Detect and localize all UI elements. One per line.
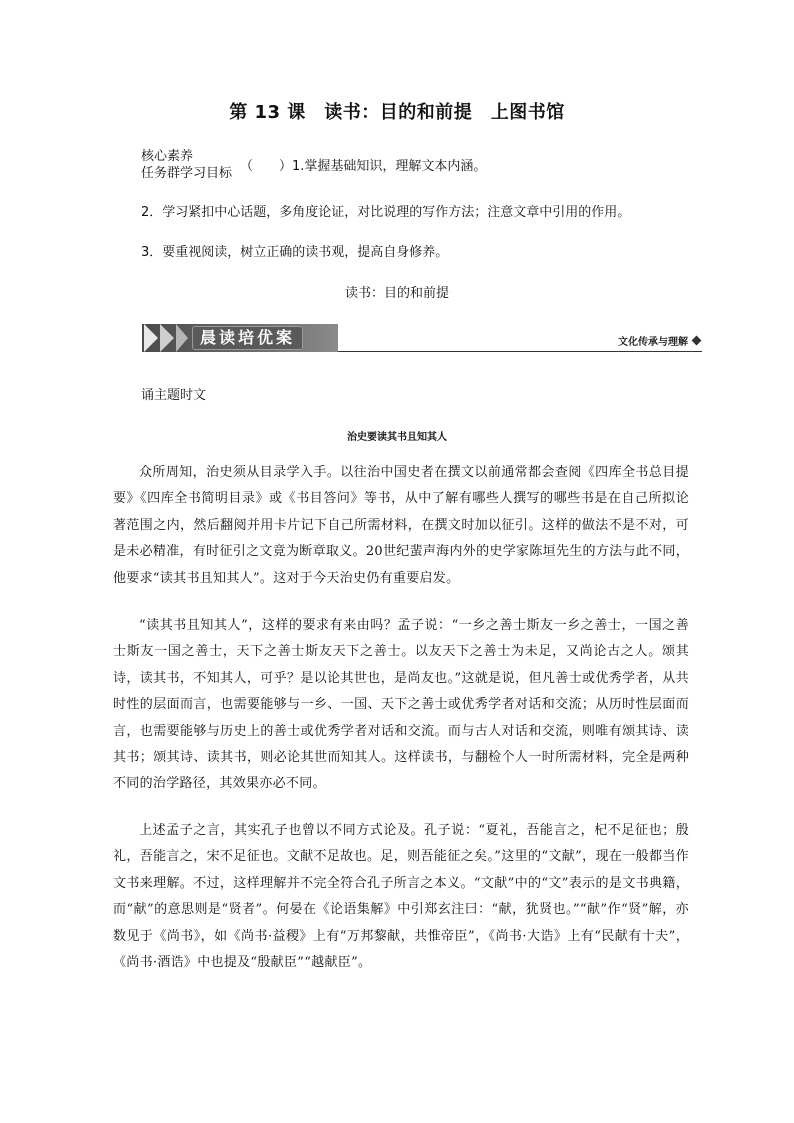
- banner-label: 晨读培优案: [192, 326, 303, 350]
- goal-1-bracket: （ ）: [240, 159, 293, 174]
- goal-1-text: 1.掌握基础知识，理解文本内涵。: [292, 159, 487, 174]
- section-title: 读书：目的和前提: [344, 286, 449, 301]
- banner-right-label: 文化传承与理解: [618, 337, 688, 348]
- article-paragraph-2: “读其书且知其人”，这样的要求有来由吗？孟子说：“一乡之善士斯友一乡之善士，一国之善士斯友一国之善士，天下之善士斯友天下之善士。以友天下之善士为未足，又尚论古之人。颂其诗，读其书，不知其人，可乎？是以论其世也，是尚友也。”这就是说，但凡善士或优秀学者，从共时性的层面而言，也需要能够与一乡、一国、天下之善士或优秀学者对话和交流；从历时性层面而言，也需要能够与历史上的善士或优秀学者对话和交流。而与古人对话和交流，则唯有颂其诗、读其书；颂其诗、读其书，则必论其世而知其人。这样读书，与翻检个人一时所需材料，完全是两种不同的治学路径，其效果亦必不同。: [113, 618, 689, 792]
- theme-heading: 诵主题时文: [141, 388, 207, 403]
- task-group-label: 任务群学习目标: [141, 166, 233, 181]
- section-banner: [142, 324, 702, 354]
- article-paragraph-1: 众所周知，治史须从目录学入手。以往治中国史者在撰文以前通常都会查阅《四库全书总目提要》《四库全书简明目录》或《书目答问》等书，从中了解有哪些人撰写的哪些书是在自己所拟论著范围之内，然后翻阅并用卡片记下自己所需材料，在撰文时加以征引。这样的做法不是不对，可是未必精准，有时征引之文竟为断章取义。20世纪蜚声海内外的史学家陈垣先生的方法与此不同，他要求“读其书且知其人”。这对于今天治史仍有重要启发。: [113, 465, 689, 586]
- core-literacy-label: 核心素养: [141, 149, 194, 164]
- article-paragraph-3: 上述孟子之言，其实孔子也曾以不同方式论及。孔子说：“夏礼，吾能言之，杞不足征也；殷礼，吾能言之，宋不足征也。文献不足故也。足，则吾能征之矣。”这里的“文献”，现在一般都当作文书来理解。不过，这样理解并不完全符合孔子所言之本义。“文献”中的“文”表示的是文书典籍，而“献”的意思则是“贤者”。何晏在《论语集解》中引郑玄注曰：“献，犹贤也。”“献”作“贤”解，亦数见于《尚书》，如《尚书·益稷》上有“万邦黎献，共惟帝臣”，《尚书·大诰》上有“民献有十夫”，《尚书·酒诰》中也提及“殷献臣”“越献臣”。: [113, 823, 689, 971]
- goal-3: 3．要重视阅读，树立正确的读书观，提高自身修养。: [141, 245, 449, 260]
- banner-rule: [338, 351, 702, 352]
- diamond-icon: [692, 336, 702, 346]
- chevron-icon: [144, 324, 158, 352]
- lesson-title: 第 13 课 读书：目的和前提 上图书馆: [229, 102, 565, 123]
- article-title: 治史要读其书且知其人: [347, 432, 447, 443]
- goal-2: 2．学习紧扣中心话题，多角度论证，对比说理的写作方法；注意文章中引用的作用。: [141, 205, 631, 220]
- chevron-icon: [176, 324, 188, 352]
- goal-1: [240, 155, 486, 174]
- chevron-icon: [160, 324, 174, 352]
